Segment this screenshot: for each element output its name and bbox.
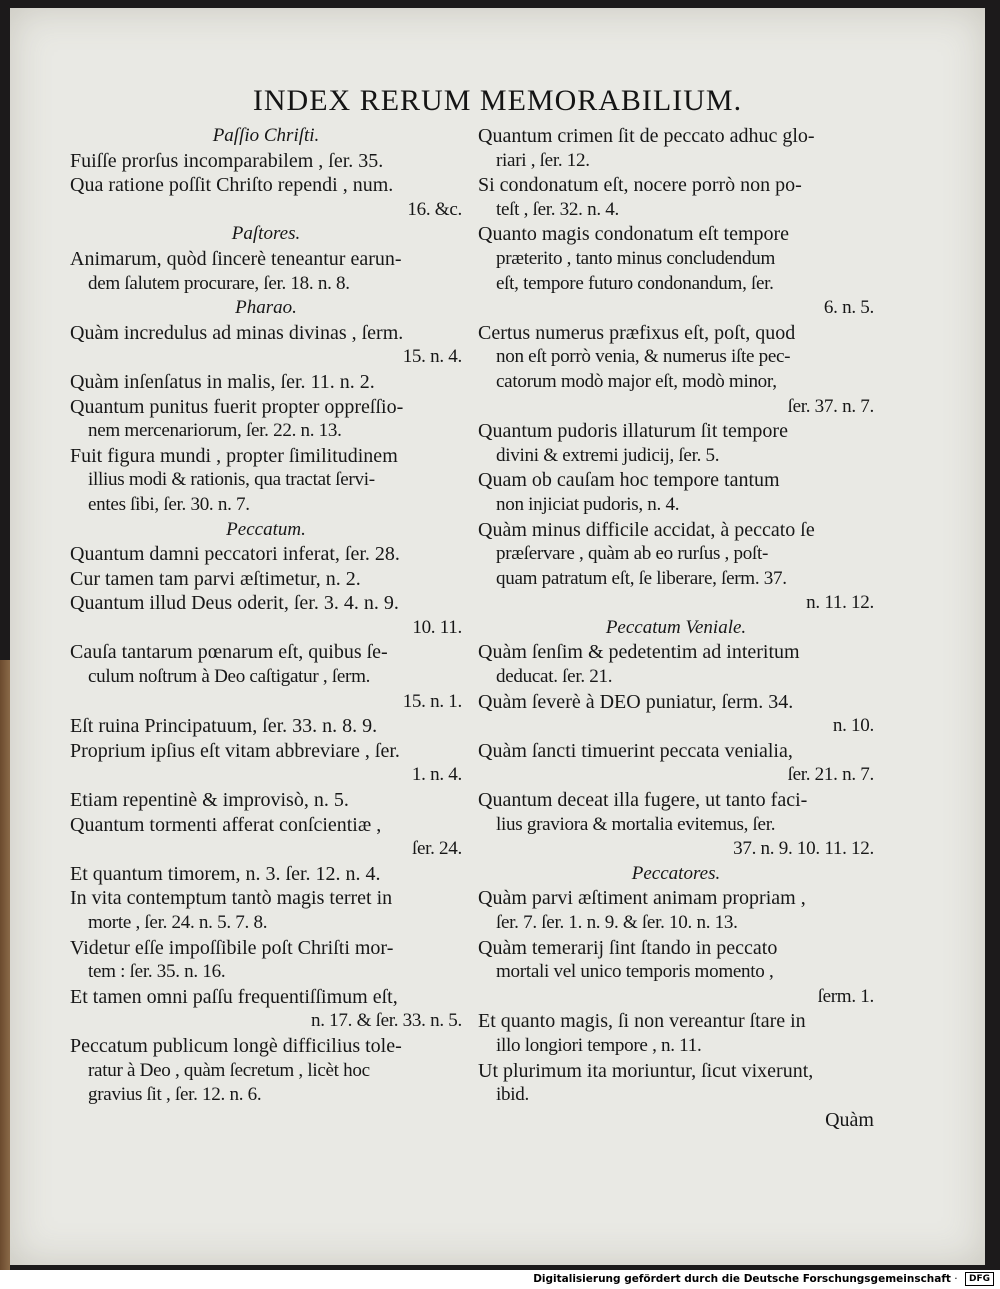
index-entry: [70, 591, 462, 640]
entry-line: Quàm incredulus ad minas divinas , ſerm.: [70, 321, 404, 344]
index-entry: [70, 567, 462, 592]
index-entry: [70, 985, 462, 1034]
entry-line: Quantum deceat illa fugere, ut tanto faci-: [478, 789, 808, 812]
entry-continuation-line: non injiciat pudoris, n. 4.: [496, 493, 680, 515]
index-entry: [478, 886, 874, 935]
index-entry: [70, 886, 462, 935]
index-heading: Peccatores.: [631, 862, 721, 884]
entry-line: Quàm parvi æſtiment animam propriam ,: [478, 887, 806, 910]
entry-line: Quam ob cauſam hoc tempore tantum: [478, 469, 780, 492]
index-entry: [478, 419, 874, 468]
entry-continuation-line: ſer. 7. ſer. 1. n. 9. & ſer. 10. n. 13.: [496, 912, 738, 933]
entry-continuation-line: tem : ſer. 35. n. 16.: [88, 961, 226, 983]
entry-continuation-line: n. 11. 12.: [806, 592, 874, 614]
entry-line: Et tamen omni paſſu frequentiſſimum eſt,: [70, 985, 398, 1008]
entry-continuation-line: culum noſtrum à Deo caſtigatur , ſerm.: [88, 666, 371, 688]
index-entry: [478, 321, 874, 419]
catchword: Quàm: [825, 1108, 874, 1131]
entry-line: Eſt ruina Principatuum, ſer. 33. n. 8. 9.: [70, 715, 378, 738]
index-heading: Paſſio Chriſti.: [212, 125, 320, 146]
entry-continuation-line: 10. 11.: [412, 616, 462, 638]
entry-continuation-line: 1. n. 4.: [411, 764, 462, 786]
index-entry: [70, 788, 462, 813]
entry-continuation-line: riari , ſer. 12.: [496, 149, 590, 171]
entry-line: Et quantum timorem, n. 3. ſer. 12. n. 4.: [70, 862, 381, 885]
entry-line: Quantum crimen ſit de peccato adhuc glo-: [478, 125, 815, 147]
index-entry: [478, 173, 874, 222]
entry-continuation-line: ſer. 21. n. 7.: [787, 764, 874, 786]
entry-continuation-line: teſt , ſer. 32. n. 4.: [496, 198, 619, 220]
entry-line: Quantum tormenti afferat conſcientiæ ,: [70, 813, 382, 836]
entry-line: Fuit figura mundi , propter ſimilitudinem: [70, 444, 398, 467]
entry-line: Ut plurimum ita moriuntur, ſicut vixerunt,: [478, 1059, 814, 1082]
entry-line: Etiam repentinè & improvisò, n. 5.: [70, 789, 349, 812]
index-entry: [70, 247, 462, 296]
index-entry: [70, 542, 462, 567]
running-head: INDEX RERUM MEMORABILIUM.: [252, 84, 743, 117]
entry-continuation-line: gravius ſit , ſer. 12. n. 6.: [88, 1084, 262, 1106]
entry-line: Si condonatum eſt, nocere porrò non po-: [478, 174, 802, 197]
entry-line: Animarum, quòd ſincerè teneantur earun-: [70, 247, 402, 270]
index-entry: [70, 813, 462, 862]
index-entry: [70, 149, 462, 174]
entry-line: Quantum pudoris illaturum ſit tempore: [478, 420, 788, 443]
right-column: [478, 124, 874, 1132]
entry-continuation-line: ſerm. 1.: [817, 985, 874, 1007]
entry-continuation-line: non eſt porrò venia, & numerus iſte pec-: [496, 346, 791, 368]
index-entry: [478, 936, 874, 1010]
entry-continuation-line: n. 17. & ſer. 33. n. 5.: [310, 1010, 462, 1032]
entry-continuation-line: 37. n. 9. 10. 11. 12.: [733, 838, 874, 860]
index-entry: [478, 739, 874, 788]
digitization-footer: [0, 1270, 1000, 1289]
index-entry: [70, 936, 462, 985]
index-entry: [70, 321, 462, 370]
entry-continuation-line: entes ſibi, ſer. 30. n. 7.: [88, 493, 250, 515]
index-entry: [478, 1009, 874, 1058]
entry-continuation-line: nem mercenariorum, ſer. 22. n. 13.: [88, 420, 342, 442]
index-entry: [478, 124, 874, 173]
entry-continuation-line: ſer. 24.: [411, 838, 462, 860]
index-entry: [70, 862, 462, 887]
entry-line: Quàm temerarij ſint ſtando in peccato: [478, 936, 778, 959]
footer-text: Digitalisierung gefördert durch die Deutsche Forschungsgemeinschaft: [533, 1273, 951, 1285]
entry-line: Quàm ſeverè à DEO puniatur, ſerm. 34.: [478, 690, 794, 713]
index-entry: [478, 640, 874, 689]
index-entry: [70, 173, 462, 222]
entry-continuation-line: 15. n. 1.: [402, 690, 462, 712]
left-column: [70, 124, 462, 1108]
index-entry: [478, 518, 874, 616]
entry-continuation-line: ratur à Deo , quàm ſecretum , licèt hoc: [88, 1059, 370, 1081]
book-spine-edge: [0, 660, 10, 1270]
entry-continuation-line: quam patratum eſt, ſe liberare, ſerm. 37.: [496, 567, 787, 589]
index-entry: [478, 468, 874, 517]
entry-continuation-line: eſt, tempore futuro condonandum, ſer.: [496, 272, 774, 294]
entry-line: Qua ratione poſſit Chriſto rependi , num.: [70, 174, 394, 197]
entry-continuation-line: 16. &c.: [407, 198, 462, 220]
entry-continuation-line: ibid.: [496, 1084, 529, 1106]
book-page: [10, 8, 985, 1265]
index-entry: [478, 222, 874, 320]
index-entry: [478, 690, 874, 739]
entry-continuation-line: morte , ſer. 24. n. 5. 7. 8.: [88, 912, 268, 933]
entry-line: Quanto magis condonatum eſt tempore: [478, 223, 790, 246]
entry-continuation-line: catorum modò major eſt, modò minor,: [496, 370, 777, 392]
entry-continuation-line: 6. n. 5.: [823, 297, 874, 319]
entry-continuation-line: deducat. ſer. 21.: [496, 666, 613, 688]
entry-line: Cauſa tantarum pœnarum eſt, quibus ſe-: [70, 641, 388, 664]
entry-line: Quàm ſancti timuerint peccata venialia,: [478, 739, 793, 762]
index-entry: [70, 395, 462, 444]
index-entry: [70, 1034, 462, 1108]
index-entry: [70, 640, 462, 714]
entry-continuation-line: illius modi & rationis, qua tractat ſervi-: [88, 469, 375, 491]
entry-line: Certus numerus præfixus eſt, poſt, quod: [478, 321, 796, 344]
index-entry: [70, 739, 462, 788]
dfg-logo: DFG: [965, 1272, 994, 1286]
index-heading: Pharao.: [235, 297, 297, 319]
index-heading: Peccatum Veniale.: [605, 616, 747, 638]
entry-line: Fuiſſe prorſus incomparabilem , ſer. 35.: [70, 149, 384, 172]
entry-line: Quantum illud Deus oderit, ſer. 3. 4. n. 9.: [70, 592, 399, 615]
entry-line: Quàm inſenſatus in malis, ſer. 11. n. 2.: [70, 370, 375, 393]
entry-line: Et quanto magis, ſi non vereantur ſtare in: [478, 1010, 806, 1033]
entry-continuation-line: 15. n. 4.: [402, 346, 462, 368]
entry-continuation-line: præſervare , quàm ab eo rurſus , poſt-: [496, 543, 769, 565]
entry-continuation-line: lius graviora & mortalia evitemus, ſer.: [496, 813, 776, 835]
entry-line: Peccatum publicum longè difficilius tole-: [70, 1034, 402, 1057]
index-entry: [70, 444, 462, 518]
index-entry: [70, 370, 462, 395]
footer-separator: ·: [954, 1273, 958, 1285]
index-entry: [70, 714, 462, 739]
entry-line: Cur tamen tam parvi æſtimetur, n. 2.: [70, 567, 361, 590]
entry-continuation-line: n. 10.: [832, 715, 874, 737]
entry-line: Quàm minus difficile accidat, à peccato ſe: [478, 518, 815, 541]
index-entry: [478, 1059, 874, 1108]
entry-continuation-line: præterito , tanto minus concludendum: [496, 247, 776, 269]
entry-line: Videtur eſſe impoſſibile poſt Chriſti mor-: [70, 936, 394, 959]
entry-line: Proprium ipſius eſt vitam abbreviare , ſer.: [70, 739, 400, 762]
entry-line: Quantum damni peccatori inferat, ſer. 28.: [70, 543, 400, 566]
index-entry: [478, 788, 874, 862]
entry-line: Quàm ſenſim & pedetentim ad interitum: [478, 641, 800, 664]
index-heading: Paſtores.: [231, 223, 301, 245]
entry-continuation-line: illo longiori tempore , n. 11.: [496, 1034, 702, 1056]
entry-continuation-line: dem ſalutem procurare, ſer. 18. n. 8.: [88, 272, 350, 294]
entry-continuation-line: divini & extremi judicij, ſer. 5.: [496, 444, 720, 466]
entry-line: Quantum punitus fuerit propter oppreſſio-: [70, 395, 404, 418]
index-heading: Peccatum.: [226, 518, 306, 540]
entry-line: In vita contemptum tantò magis terret in: [70, 887, 393, 910]
entry-continuation-line: ſer. 37. n. 7.: [787, 395, 874, 417]
entry-continuation-line: mortali vel unico temporis momento ,: [496, 961, 774, 983]
